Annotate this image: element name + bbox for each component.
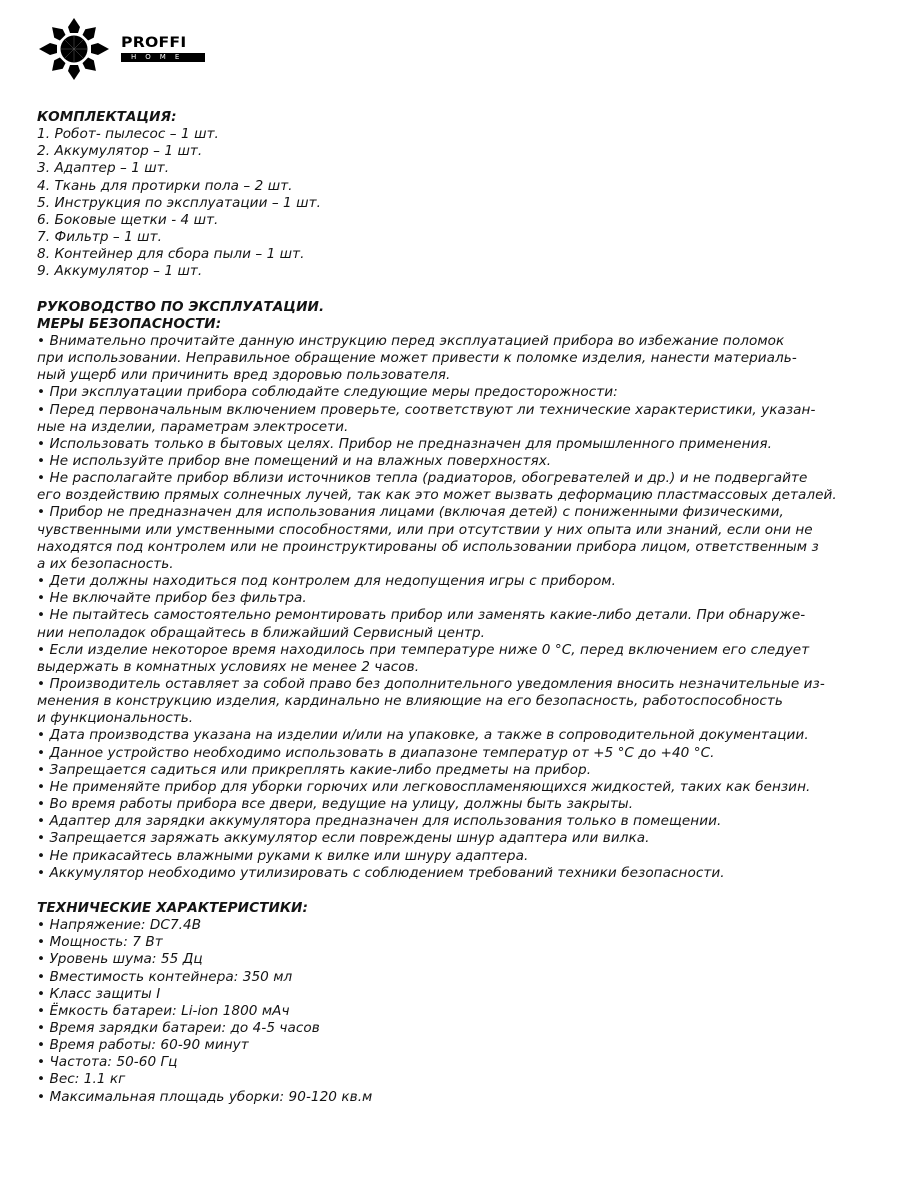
spec-item: • Время зарядки батареи: до 4-5 часов (37, 1019, 320, 1036)
safety-line: ный ущерб или причинить вред здоровью пользователя. (37, 367, 451, 384)
spec-item: • Уровень шума: 55 Дц (37, 951, 203, 968)
safety-line: • Запрещается садиться или прикреплять какие-либо предметы на прибор. (37, 761, 592, 778)
package-item: 4. Ткань для протирки пола – 2 шт. (37, 177, 293, 194)
spacer (37, 882, 837, 900)
package-title: КОМПЛЕКТАЦИЯ: (37, 109, 177, 125)
safety-line: • Не пытайтесь самостоятельно ремонтировать прибор или заменять какие-либо детали. При обнаруже- (37, 607, 806, 624)
brand-subtitle: HOME (121, 53, 205, 62)
package-contents-section (37, 109, 837, 281)
safety-list (37, 333, 837, 882)
spec-item: • Напряжение: DC7.4В (37, 917, 202, 934)
safety-line: а их безопасность. (37, 555, 174, 572)
spec-item: • Время работы: 60-90 минут (37, 1037, 249, 1054)
safety-line: • Если изделие некоторое время находилось при температуре ниже 0 °С, перед включением его следует (37, 641, 810, 658)
package-item: 2. Аккумулятор – 1 шт. (37, 143, 203, 160)
package-item: 5. Инструкция по эксплуатации – 1 шт. (37, 194, 321, 211)
sun-flower-icon (37, 17, 111, 81)
safety-title: МЕРЫ БЕЗОПАСНОСТИ: (37, 315, 222, 332)
spacer (37, 281, 837, 299)
document-body (37, 109, 837, 1106)
package-item: 9. Аккумулятор – 1 шт. (37, 263, 203, 280)
safety-line: • При эксплуатации прибора соблюдайте следующие меры предосторожности: (37, 384, 618, 401)
safety-line: • Аккумулятор необходимо утилизировать с соблюдением требований техники безопасности. (37, 864, 725, 881)
specs-section (37, 900, 837, 1106)
safety-line: • Использовать только в бытовых целях. Прибор не предназначен для промышленного применения. (37, 435, 772, 452)
specs-title: ТЕХНИЧЕСКИЕ ХАРАКТЕРИСТИКИ: (37, 899, 308, 916)
spec-item: • Класс защиты I (37, 985, 161, 1002)
package-item: 1. Робот- пылесос – 1 шт. (37, 126, 219, 143)
specs-list (37, 917, 837, 1106)
brand-logo (37, 17, 217, 81)
safety-line: выдержать в комнатных условиях не менее 2 часов. (37, 658, 420, 675)
safety-line: находятся под контролем или не проинструктированы об использовании прибора лицом, ответственным з (37, 538, 819, 555)
spec-item: • Вес: 1.1 кг (37, 1071, 126, 1088)
manual-title: РУКОВОДСТВО ПО ЭКСПЛУАТАЦИИ. (37, 298, 325, 315)
safety-line: менения в конструкцию изделия, кардинально не влияющие на его безопасность, работоспособность (37, 693, 783, 710)
safety-line: • Дети должны находиться под контролем для недопущения игры с прибором. (37, 573, 616, 590)
safety-line: • Производитель оставляет за собой право без дополнительного уведомления вносить незначительные из- (37, 676, 825, 692)
safety-line: • Не располагайте прибор вблизи источников тепла (радиаторов, обогревателей и др.) и не подвергайте (37, 470, 808, 487)
safety-line: • Не применяйте прибор для уборки горючих или легковоспламеняющихся жидкостей, таких как бензин. (37, 778, 811, 795)
safety-section (37, 299, 837, 882)
package-item: 8. Контейнер для сбора пыли – 1 шт. (37, 246, 305, 263)
package-item: 6. Боковые щетки - 4 шт. (37, 211, 219, 228)
safety-line: и функциональность. (37, 710, 194, 727)
spec-item: • Ёмкость батареи: Li-ion 1800 мАч (37, 1002, 290, 1019)
safety-line: • Дата производства указана на изделии и/или на упаковке, а также в сопроводительной документации. (37, 727, 809, 744)
safety-line: • Перед первоначальным включением проверьте, соответствуют ли технические характеристики, указан- (37, 401, 816, 418)
package-list (37, 126, 837, 280)
package-item: 3. Адаптер – 1 шт. (37, 160, 170, 177)
safety-line: ные на изделии, параметрам электросети. (37, 418, 349, 435)
safety-line: • Адаптер для зарядки аккумулятора предназначен для использования только в помещении. (37, 813, 722, 830)
safety-line: при использовании. Неправильное обращение может привести к поломке изделия, нанести материаль- (37, 350, 797, 367)
spec-item: • Частота: 50-60 Гц (37, 1054, 178, 1071)
safety-line: нии неполадок обращайтесь в ближайший Сервисный центр. (37, 624, 486, 641)
safety-line: • Запрещается заряжать аккумулятор если повреждены шнур адаптера или вилка. (37, 830, 650, 847)
package-item: 7. Фильтр – 1 шт. (37, 229, 163, 246)
safety-line: • Не включайте прибор без фильтра. (37, 590, 307, 607)
spec-item: • Вместимость контейнера: 350 мл (37, 968, 293, 985)
safety-line: • Данное устройство необходимо использовать в диапазоне температур от +5 °С до +40 °С. (37, 744, 715, 761)
safety-line: • Не используйте прибор вне помещений и на влажных поверхностях. (37, 452, 552, 469)
safety-line: • Не прикасайтесь влажными руками к вилке или шнуру адаптера. (37, 847, 529, 864)
spec-item: • Мощность: 7 Вт (37, 934, 163, 951)
safety-line: чувственными или умственными способностями, или при отсутствии у них опыта или знаний, если они не (37, 521, 813, 538)
safety-line: • Внимательно прочитайте данную инструкцию перед эксплуатацией прибора во избежание поломок (37, 332, 785, 349)
spec-item: • Максимальная площадь уборки: 90-120 кв.м (37, 1088, 373, 1105)
brand-name: PROFFI (121, 35, 187, 51)
safety-line: его воздействию прямых солнечных лучей, так как это может вызвать деформацию пластмассовых деталей. (37, 487, 837, 504)
safety-line: • Прибор не предназначен для использования лицами (включая детей) с пониженными физическими, (37, 504, 784, 521)
brand-wordmark (121, 36, 205, 62)
safety-line: • Во время работы прибора все двери, ведущие на улицу, должны быть закрыты. (37, 796, 634, 813)
